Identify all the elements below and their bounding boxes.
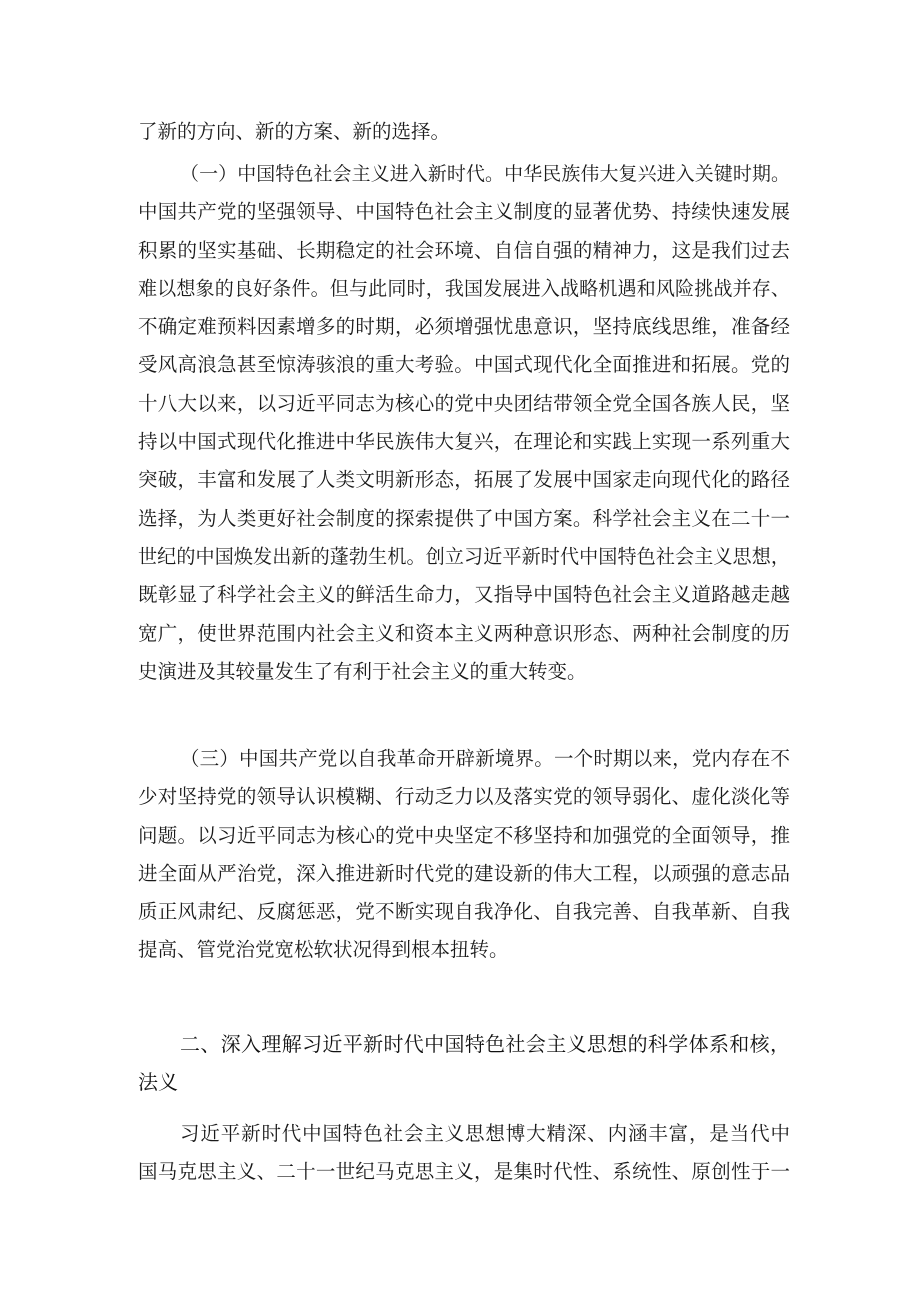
text-line: 提高、管党治党宽松软状况得到根本扭转。 [138, 938, 509, 962]
text-line: 国马克思主义、二十一世纪马克思主义，是集时代性、系统性、原创性于一 [138, 1160, 791, 1184]
text-line: 选择，为人类更好社会制度的探索提供了中国方案。科学社会主义在二十一 [138, 506, 791, 530]
paragraph-self-revolution [138, 740, 790, 970]
paragraph-continuation [138, 113, 790, 151]
text-line: 世纪的中国焕发出新的蓬勃生机。创立习近平新时代中国特色社会主义思想， [138, 545, 790, 568]
text-line: 难以想象的良好条件。但与此同时，我国发展进入战略机遇和风险挑战并存、 [138, 277, 790, 300]
paragraph-thought-overview [138, 1115, 790, 1192]
paragraph-new-era [138, 155, 790, 691]
text-line: 中国共产党的坚强领导、中国特色社会主义制度的显著优势、持续快速发展 [138, 200, 791, 224]
text-line: 了新的方向、新的方案、新的选择。 [138, 120, 451, 143]
text-line: 史演进及其较量发生了有利于社会主义的重大转变。 [138, 659, 587, 683]
text-line: 不确定难预料因素增多的时期，必须增强忧患意识，坚持底线思维，准备经 [138, 315, 791, 339]
text-line: （三）中国共产党以自我革命开辟新境界。一个时期以来，党内存在不 [180, 747, 791, 770]
section-heading [138, 1025, 790, 1102]
text-line: （一）中国特色社会主义进入新时代。中华民族伟大复兴进入关键时期。 [180, 163, 790, 185]
text-line: 少对坚持党的领导认识模糊、行动乏力以及落实党的领导弱化、虚化淡化等 [138, 785, 791, 809]
text-line: 质正风肃纪、反腐惩恶，党不断实现自我净化、自我完善、自我革新、自我 [138, 900, 791, 924]
text-line: 进全面从严治党，深入推进新时代党的建设新的伟大工程，以顽强的意志品 [138, 861, 791, 885]
heading-line: 法义 [138, 1070, 178, 1095]
text-line: 突破，丰富和发展了人类文明新形态，拓展了发展中国家走向现代化的路径 [138, 468, 791, 492]
heading-line: 二、深入理解习近平新时代中国特色社会主义思想的科学体系和核， [180, 1032, 791, 1056]
text-line: 十八大以来，以习近平同志为核心的党中央团结带领全党全国各族人民，坚 [138, 391, 791, 415]
text-line: 受风高浪急甚至惊涛骇浪的重大考验。中国式现代化全面推进和拓展。党的 [138, 353, 791, 377]
text-line: 宽广，使世界范围内社会主义和资本主义两种意识形态、两种社会制度的历 [138, 621, 791, 645]
text-line: 既彰显了科学社会主义的鲜活生命力，又指导中国特色社会主义道路越走越 [138, 583, 791, 607]
text-line: 问题。以习近平同志为核心的党中央坚定不移坚持和加强党的全面领导，推 [138, 823, 791, 847]
text-line: 持以中国式现代化推进中华民族伟大复兴，在理论和实践上实现一系列重大 [138, 430, 791, 454]
text-line: 积累的坚实基础、长期稳定的社会环境、自信自强的精神力，这是我们过去 [138, 238, 791, 262]
text-line: 习近平新时代中国特色社会主义思想博大精深、内涵丰富，是当代中 [180, 1122, 791, 1145]
